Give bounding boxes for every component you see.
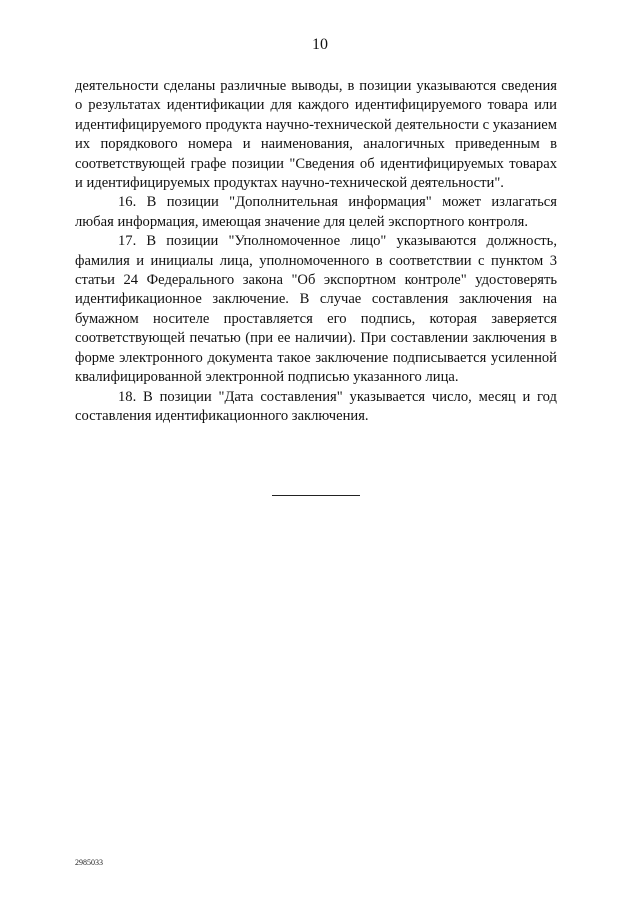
end-separator-line — [272, 495, 360, 496]
paragraph-item-17: 17. В позиции "Уполномоченное лицо" указываются должность, фамилия и инициалы лица, уполномоченного в соответствии с пунктом 3 статьи 24 Федерального закона "Об экспортном контроле" удостоверять идентификационное заключение. В случае составления заключения на бумажном носителе проставляется его подпись, которая заверяется соответствующей печатью (при ее наличии). При составлении заключения в форме электронного документа такое заключение подписывается усиленной квалифицированной электронной подписью указанного лица. — [75, 233, 557, 386]
document-code: 2985033 — [75, 858, 103, 867]
paragraph-item-16: 16. В позиции "Дополнительная информация" может излагаться любая информация, имеющая значение для целей экспортного контроля. — [75, 194, 557, 230]
paragraph-item-18: 18. В позиции "Дата составления" указывается число, месяц и год составления идентификационного заключения. — [75, 388, 557, 424]
document-body — [75, 77, 557, 426]
paragraph-continuation: деятельности сделаны различные выводы, в позиции указываются сведения о результатах идентификации для каждого идентифицируемого товара или идентифицируемого продукта научно-технической деятельности с указанием их порядкового номера и наименования, аналогичных приведенным в соответствующей графе позиции "Сведения об идентифицируемых товарах и идентифицируемых продуктах научно-технической деятельности". — [75, 78, 557, 192]
page-number: 10 — [312, 36, 328, 53]
